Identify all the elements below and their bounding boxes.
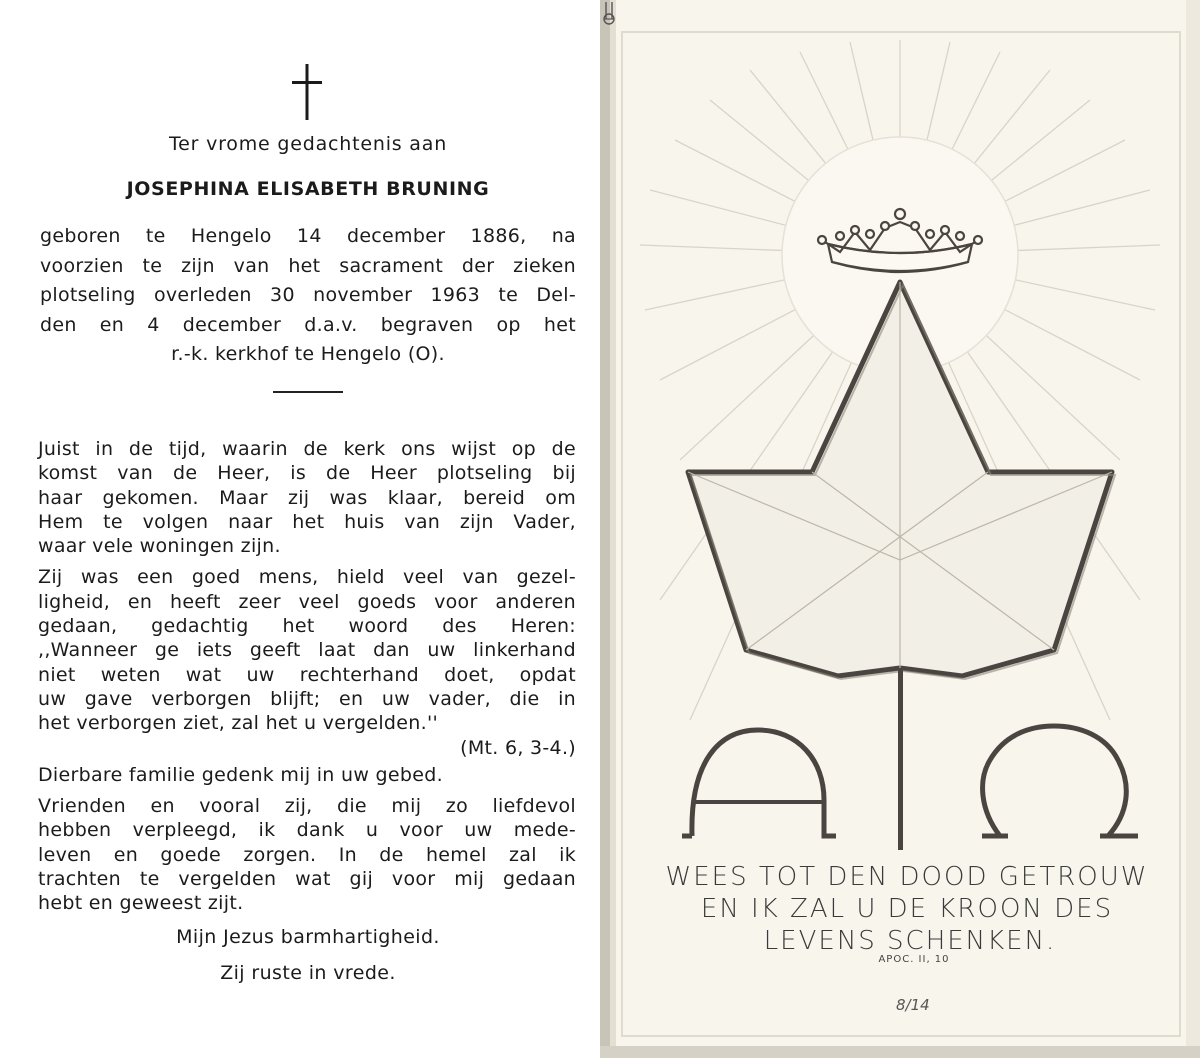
text-line: uw gave verborgen blijft; en uw vader, die in — [38, 687, 576, 710]
text-line: ,,Wanneer ge iets geeft laat dan uw linkerhand — [38, 639, 576, 662]
intro-line: Ter vrome gedachtenis aan — [168, 133, 448, 155]
text-line: Hem te volgen naar het huis van zijn Vader, — [38, 510, 576, 533]
deceased-name: JOSEPHINA ELISABETH BRUNING — [126, 178, 490, 200]
text-line: Zij was een goed mens, hield veel van gezel- — [38, 566, 576, 589]
omega-icon — [982, 726, 1138, 836]
text-line: r.-k. kerkhof te Hengelo (O). — [171, 343, 445, 365]
text-line: Dierbare familie gedenk mij in uw gebed. — [38, 763, 443, 786]
text-line: Vrienden en vooral zij, die mij zo liefdevol — [38, 795, 576, 818]
publisher-mark-icon — [600, 0, 618, 26]
scan-edge-shadow — [600, 1046, 1200, 1058]
text-line: haar gekomen. Maar zij was klaar, bereid om — [38, 486, 576, 509]
text-line: plotseling overleden 30 november 1963 te Del- — [40, 284, 576, 306]
text-line: hebben verpleegd, ik dank u voor uw mede- — [38, 819, 576, 842]
birth-death-paragraph — [40, 222, 576, 370]
closing-rest: Zij ruste in vrede. — [220, 962, 396, 984]
paragraph-friends — [38, 794, 576, 915]
motto-line: LEVENS SCHENKEN. — [763, 926, 1057, 956]
memorial-body — [38, 437, 576, 923]
text-line: trachten te vergelden wat gij voor mij gedaan — [38, 868, 576, 891]
scan-edge-shadow — [610, 0, 616, 1058]
scan-edge-shadow — [600, 0, 610, 1058]
text-line: voorzien te zijn van het sacrament der zieken — [40, 254, 576, 277]
star-icon — [688, 282, 1115, 679]
text-line: komst van de Heer, is de Heer plotseling bij — [38, 462, 576, 485]
closing-prayer: Mijn Jezus barmhartigheid. — [176, 926, 440, 948]
text-line: den en 4 december d.a.v. begraven op het — [40, 313, 576, 336]
text-line: ligheid, en heeft zeer veel goeds voor anderen — [38, 590, 576, 613]
scripture-citation: (Mt. 6, 3-4.) — [460, 736, 576, 759]
text-line: hebt en geweest zijt. — [38, 892, 244, 915]
text-line: het verborgen ziet, zal het u vergelden.'' — [38, 712, 438, 735]
devotional-image-page — [600, 0, 1200, 1058]
cross-icon — [292, 64, 322, 120]
scan-edge-shadow — [1186, 0, 1200, 1058]
text-line: waar vele woningen zijn. — [38, 535, 281, 558]
alpha-icon — [682, 730, 836, 836]
text-line: leven en goede zorgen. In de hemel zal ik — [38, 843, 576, 866]
motto-line: WEES TOT DEN DOOD GETROUW — [665, 862, 1149, 892]
motto-line: EN IK ZAL U DE KROON DES — [700, 894, 1114, 924]
paragraph-family — [38, 763, 576, 787]
scripture-reference: APOC. II, 10 — [878, 954, 950, 965]
divider — [273, 391, 343, 393]
page-number: 8/14 — [896, 996, 930, 1014]
text-line: geboren te Hengelo 14 december 1886, na — [40, 225, 576, 247]
text-line: Juist in de tijd, waarin de kerk ons wijst op de — [38, 438, 576, 460]
text-line: gedaan, gedachtig het woord des Heren: — [38, 615, 576, 638]
paragraph-character — [38, 565, 576, 759]
paragraph-advent — [38, 437, 576, 558]
staff — [898, 668, 903, 850]
text-line: niet weten wat uw rechterhand doet, opdat — [38, 663, 576, 686]
